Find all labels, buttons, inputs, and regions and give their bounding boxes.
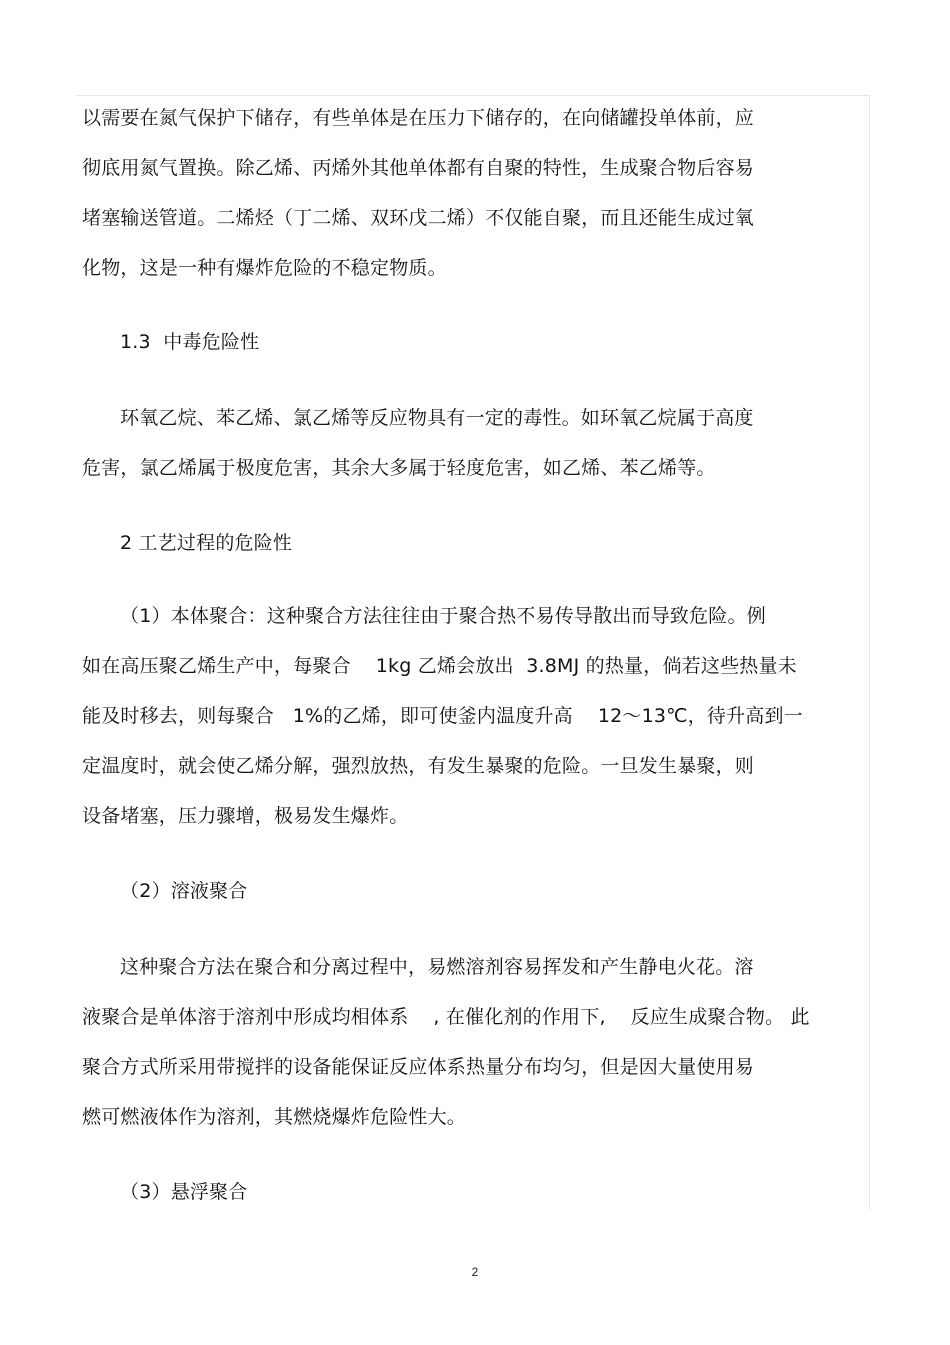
- subsection-heading-solution: （2）溶液聚合: [120, 880, 248, 902]
- paragraph-line: 危害，氯乙烯属于极度危害，其余大多属于轻度危害，如乙烯、苯乙烯等。: [82, 457, 716, 479]
- section-heading-1-3: 1.3 中毒危险性: [120, 331, 260, 353]
- paragraph-line: 以需要在氮气保护下储存，有些单体是在压力下储存的，在向储罐投单体前，应: [82, 107, 755, 129]
- paragraph-line: 化物，这是一种有爆炸危险的不稳定物质。: [82, 257, 447, 279]
- paragraph-line: 聚合方式所采用带搅拌的设备能保证反应体系热量分布均匀，但是因大量使用易: [82, 1056, 755, 1078]
- paragraph-line: 定温度时，就会使乙烯分解，强烈放热，有发生暴聚的危险。一旦发生暴聚，则: [82, 755, 755, 777]
- paragraph-line: 设备堵塞，压力骤增，极易发生爆炸。: [82, 805, 409, 827]
- paragraph-line: 燃可燃液体作为溶剂，其燃烧爆炸危险性大。: [82, 1106, 467, 1128]
- paragraph-line: 液聚合是单体溶于溶剂中形成均相体系 , 在催化剂的作用下, 反应生成聚合物。 此: [82, 1006, 810, 1028]
- page-number: 2: [471, 1265, 479, 1279]
- paragraph-line: 如在高压聚乙烯生产中，每聚合 1kg 乙烯会放出 3.8MJ 的热量，倘若这些热量未: [82, 655, 797, 677]
- subsection-heading-suspension: （3）悬浮聚合: [120, 1181, 248, 1203]
- paragraph-line: 彻底用氮气置换。除乙烯、丙烯外其他单体都有自聚的特性，生成聚合物后容易: [82, 157, 755, 179]
- paragraph-line: 堵塞输送管道。二烯烃（丁二烯、双环戊二烯）不仅能自聚，而且还能生成过氧: [82, 207, 755, 229]
- paragraph-line: （1）本体聚合：这种聚合方法往往由于聚合热不易传导散出而导致危险。例: [120, 605, 766, 627]
- section-heading-2: 2 工艺过程的危险性: [120, 532, 293, 554]
- paragraph-line: 这种聚合方法在聚合和分离过程中，易燃溶剂容易挥发和产生静电火花。溶: [120, 956, 754, 978]
- paragraph-line: 能及时移去，则每聚合 1%的乙烯，即可使釜内温度升高 12～13℃，待升高到一: [82, 705, 803, 727]
- paragraph-line: 环氧乙烷、苯乙烯、氯乙烯等反应物具有一定的毒性。如环氧乙烷属于高度: [120, 407, 754, 429]
